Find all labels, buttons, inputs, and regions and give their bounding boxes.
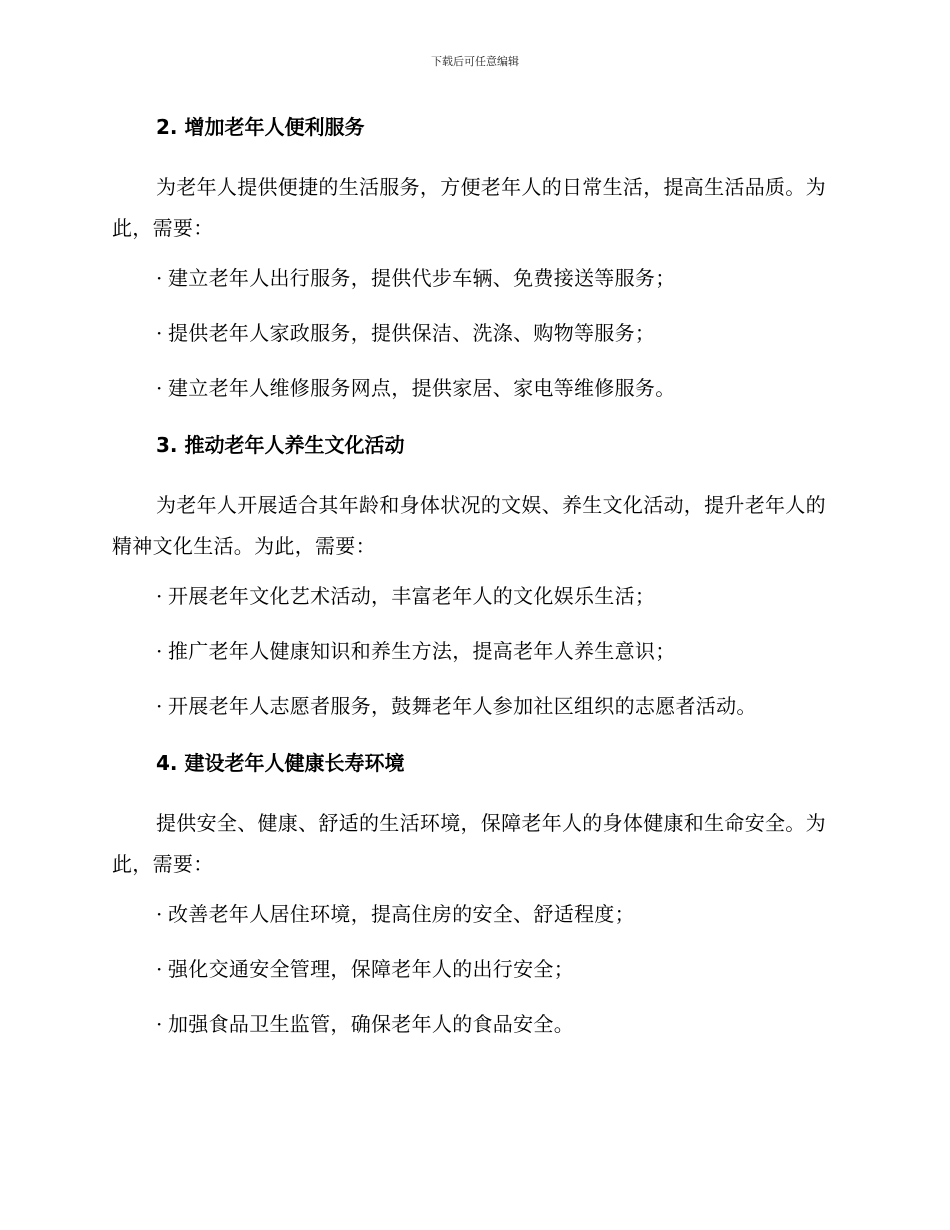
list-item [156,373,834,403]
document-body [112,110,834,1064]
bullet-icon: · [156,584,163,608]
section-heading: 3. 推动老年人养生文化活动 [156,433,405,457]
section-wellness-culture [112,428,834,721]
section-heading: 4. 建设老年人健康长寿环境 [156,751,405,775]
list-item [156,899,834,929]
list-item-text: 开展老年文化艺术活动，丰富老年人的文化娱乐生活； [168,584,656,608]
list-item-text: 强化交通安全管理，保障老年人的出行安全； [168,957,574,981]
list-item [156,581,834,611]
bullet-icon: · [156,266,163,290]
list-item [156,263,834,293]
bullet-icon: · [156,694,163,718]
list-item [156,954,834,984]
list-item-text: 加强食品卫生监管，确保老年人的食品安全。 [168,1012,574,1036]
section-convenience-services [112,110,834,403]
list-item-text: 开展老年人志愿者服务，鼓舞老年人参加社区组织的志愿者活动。 [168,694,757,718]
list-item [156,318,834,348]
bullet-icon: · [156,376,163,400]
section-paragraph: 为老年人开展适合其年龄和身体状况的文娱、养生文化活动，提升老年人的精神文化生活。为此，需要： [112,493,826,558]
list-item-text: 建立老年人维修服务网点，提供家居、家电等维修服务。 [168,376,676,400]
section-healthy-environment [112,746,834,1039]
list-item [156,636,834,666]
bullet-icon: · [156,639,163,663]
list-item-text: 改善老年人居住环境，提高住房的安全、舒适程度； [168,902,635,926]
section-paragraph: 提供安全、健康、舒适的生活环境，保障老年人的身体健康和生命安全。为此，需要： [112,811,826,876]
section-paragraph: 为老年人提供便捷的生活服务，方便老年人的日常生活，提高生活品质。为此，需要： [112,175,826,240]
bullet-icon: · [156,902,163,926]
list-item-text: 推广老年人健康知识和养生方法，提高老年人养生意识； [168,639,676,663]
bullet-icon: · [156,957,163,981]
list-item [156,691,834,721]
list-item [156,1009,834,1039]
page-header: 下载后可任意编辑 [431,55,519,68]
list-item-text: 建立老年人出行服务，提供代步车辆、免费接送等服务； [168,266,676,290]
bullet-icon: · [156,1012,163,1036]
list-item-text: 提供老年人家政服务，提供保洁、洗涤、购物等服务； [168,321,656,345]
section-heading: 2. 增加老年人便利服务 [156,115,365,139]
bullet-icon: · [156,321,163,345]
